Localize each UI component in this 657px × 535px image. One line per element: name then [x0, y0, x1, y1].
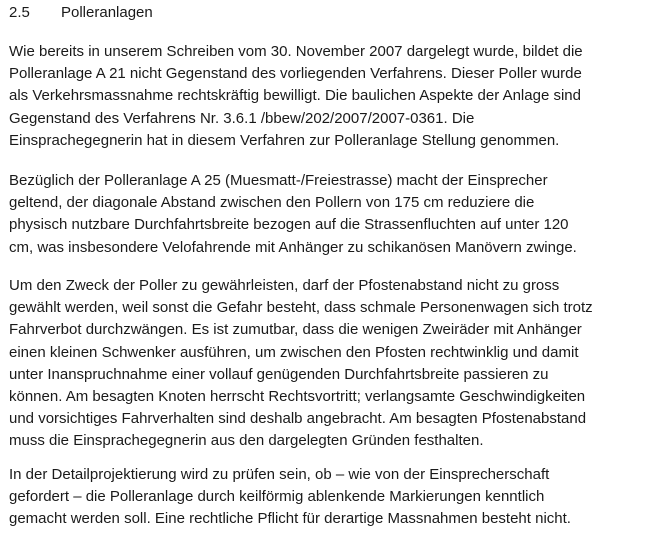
text-line: gewählt werden, weil sonst die Gefahr besteht, dass schmale Personenwagen sich trotz	[9, 299, 593, 317]
paragraph-detail-planning	[9, 464, 571, 531]
text-line: einen kleinen Schwenker ausführen, um zwischen den Pfosten rechtwinklig und damit	[9, 343, 579, 361]
text-line: Einsprachegegnerin hat in diesem Verfahren zur Polleranlage Stellung genommen.	[9, 131, 560, 149]
text-line: gefordert – die Polleranlage durch keilförmig ablenkende Markierungen kenntlich	[9, 488, 545, 506]
text-line: und vorsichtiges Fahrverhalten sind deshalb angebracht. Am besagten Pfostenabstand	[9, 410, 587, 428]
text-line: Fahrverbot durchzwängen. Es ist zumutbar, dass die wenigen Zweiräder mit Anhänger	[9, 321, 582, 339]
text-line: gemacht werden soll. Eine rechtliche Pflicht für derartige Massnahmen besteht nicht.	[9, 510, 571, 528]
paragraph-poller-a21	[9, 41, 583, 152]
section-title: Polleranlagen	[61, 4, 153, 21]
text-line: Gegenstand des Verfahrens Nr. 3.6.1 /bbew/202/2007/2007-0361. Die	[9, 109, 475, 127]
text-line: physisch nutzbare Durchfahrtsbreite bezogen auf die Strassenfluchten auf unter 120	[9, 216, 569, 234]
text-line: unter Inanspruchnahme einer vollauf genügenden Durchfahrtsbreite passieren zu	[9, 365, 549, 383]
text-line: cm, was insbesondere Velofahrende mit Anhänger zu schikanösen Manövern zwinge.	[9, 238, 577, 256]
section-heading	[9, 3, 153, 23]
section-number: 2.5	[9, 4, 30, 21]
text-line: Wie bereits in unserem Schreiben vom 30. November 2007 dargelegt wurde, bildet die	[9, 43, 583, 60]
paragraph-poller-a25	[9, 170, 577, 259]
text-line: Bezüglich der Polleranlage A 25 (Muesmatt-/Freiestrasse) macht der Einsprecher	[9, 172, 548, 189]
text-line: In der Detailprojektierung wird zu prüfen sein, ob – wie von der Einsprecherschaft	[9, 466, 550, 483]
text-line: Um den Zweck der Poller zu gewährleisten, darf der Pfostenabstand nicht zu gross	[9, 277, 560, 294]
text-line: können. Am besagten Knoten herrscht Rechtsvortritt; verlangsamte Geschwindigkeiten	[9, 388, 586, 406]
paragraph-poller-purpose	[9, 275, 593, 453]
text-line: Polleranlage A 21 nicht Gegenstand des vorliegenden Verfahrens. Dieser Poller wurde	[9, 65, 582, 83]
text-line: muss die Einsprachegegnerin aus den dargelegten Gründen festhalten.	[9, 432, 484, 450]
text-line: geltend, der diagonale Abstand zwischen den Pollern von 175 cm reduziere die	[9, 194, 535, 212]
text-line: als Verkehrsmassnahme rechtskräftig bewilligt. Die baulichen Aspekte der Anlage sind	[9, 87, 581, 105]
